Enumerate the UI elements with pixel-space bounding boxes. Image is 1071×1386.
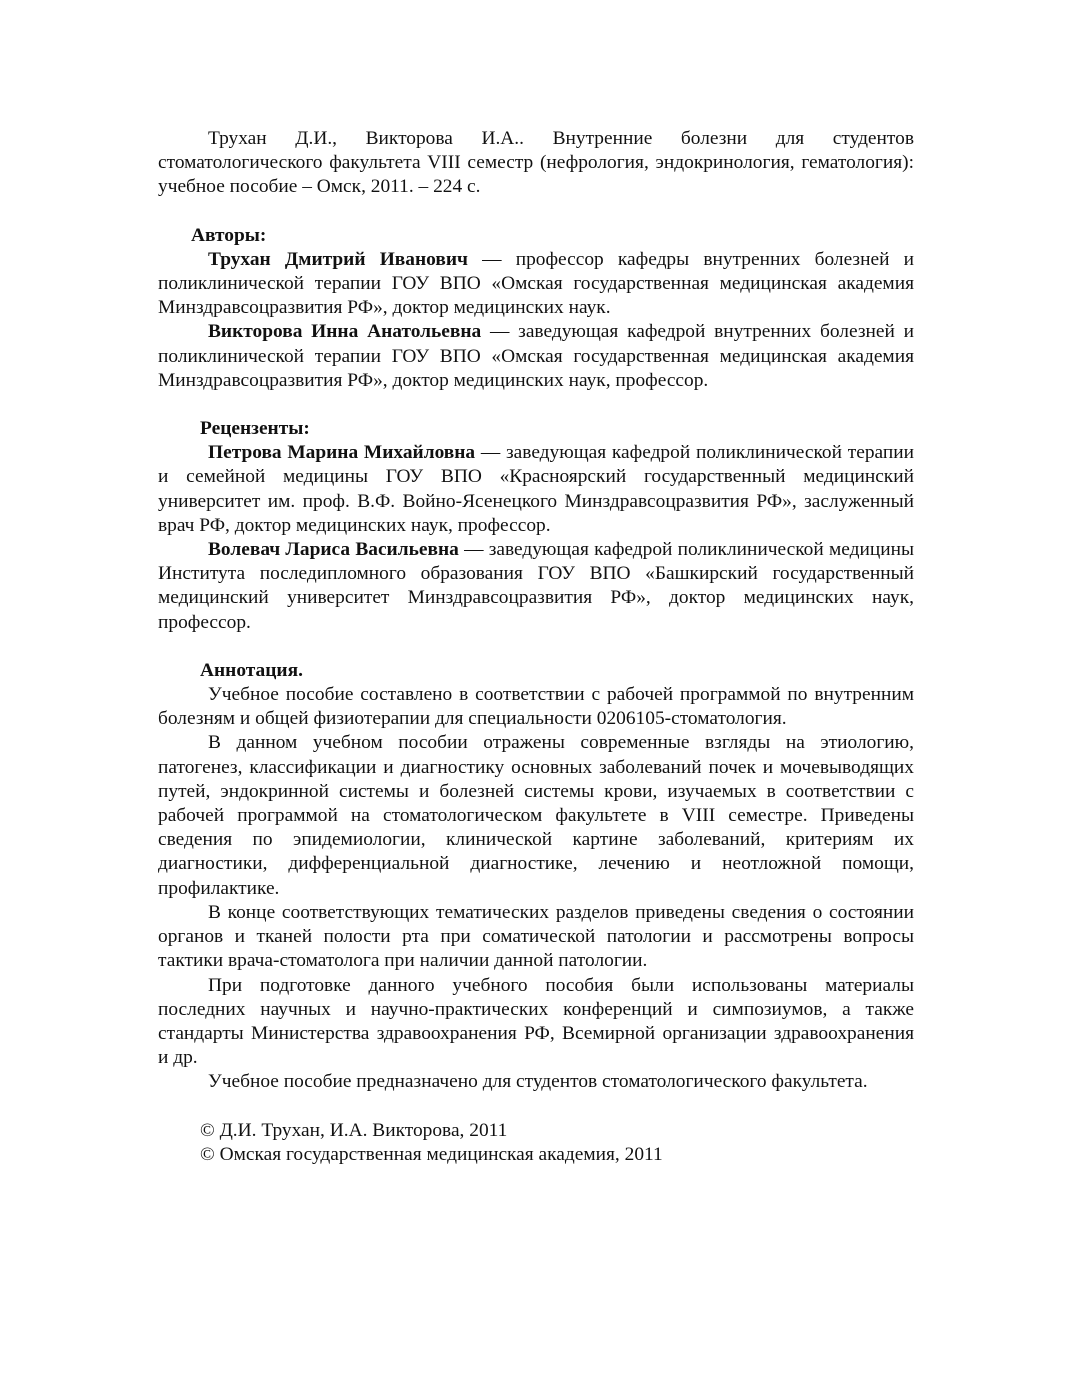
reviewer-description: — заведующая кафедрой поликлинической медицины Института последипломного образования ГОУ ВПО «Башкирский государственный медицинский университет Минздравсоцразвития РФ», доктор медицинских наук, профессор. <box>158 539 914 633</box>
authors-heading: Авторы: <box>191 224 267 246</box>
reviewer-entry <box>158 441 914 538</box>
annotation-paragraph: В конце соответствующих тематических разделов приведены сведения о состоянии органов и тканей полости рта при соматической патологии и рассмотрены вопросы тактики врача-стоматолога при наличии данной патологии. <box>158 901 914 972</box>
author-name: Викторова Инна Анатольевна <box>208 321 482 343</box>
reviewer-name: Волевач Лариса Васильевна <box>208 539 459 561</box>
annotation-paragraph: В данном учебном пособии отражены современные взгляды на этиологию, патогенез, классификации и диагностику основных заболеваний почек и мочевыводящих путей, эндокринной системы и болезней системы крови, изучаемых в соответствии с рабочей программой на стоматологическом факультете в VIII семестре. Приведены сведения по эпидемиологии, клинической картине заболеваний, критериям их диагностики, дифференциальной диагностике, лечению и неотложной помощи, профилактике. <box>158 732 914 899</box>
author-description: — профессор кафедры внутренних болезней и поликлинической терапии ГОУ ВПО «Омская государственная медицинская академия Минздравсоцразвития РФ», доктор медицинских наук. <box>158 248 915 319</box>
annotation-paragraph: Учебное пособие составлено в соответствии с рабочей программой по внутренним болезням и общей физиотерапии для специальности 0206105-стоматология. <box>158 684 914 730</box>
copyright-line: © Д.И. Трухан, И.А. Викторова, 2011 <box>200 1119 508 1141</box>
reviewer-name: Петрова Марина Михайловна <box>208 442 476 464</box>
reviewer-description: — заведующая кафедрой поликлинической терапии и семейной медицины ГОУ ВПО «Красноярский государственный медицинский университет им. проф. В.Ф. Войно-Ясенецкого Минздравсоцразвития РФ», заслуженный врач РФ, доктор медицинских наук, профессор. <box>158 442 915 536</box>
author-entry <box>158 320 914 393</box>
reviewers-heading: Рецензенты: <box>200 418 310 440</box>
citation: Трухан Д.И., Викторова И.А.. Внутренние болезни для студентов стоматологического факультета VIII семестр (нефрология, эндокринология, гематология): учебное пособие – Омск, 2011. – 224 с. <box>158 128 914 198</box>
copyright-block <box>158 1119 914 1167</box>
author-name: Трухан Дмитрий Иванович <box>208 248 468 270</box>
author-entry <box>158 248 914 321</box>
document-page <box>158 127 914 1167</box>
annotation-heading: Аннотация. <box>200 659 303 681</box>
annotation-paragraph: При подготовке данного учебного пособия были использованы материалы последних научных и научно-практических конференций и симпозиумов, а также стандарты Министерства здравоохранения РФ, Всемирной организации здравоохранения и др. <box>158 974 914 1069</box>
reviewer-entry <box>158 538 914 635</box>
annotation-paragraph: Учебное пособие предназначено для студентов стоматологического факультета. <box>208 1071 868 1093</box>
copyright-line: © Омская государственная медицинская академия, 2011 <box>200 1143 663 1165</box>
author-description: — заведующая кафедрой внутренних болезней и поликлинической терапии ГОУ ВПО «Омская государственная медицинская академия Минздравсоцразвития РФ», доктор медицинских наук, профессор. <box>158 321 914 391</box>
